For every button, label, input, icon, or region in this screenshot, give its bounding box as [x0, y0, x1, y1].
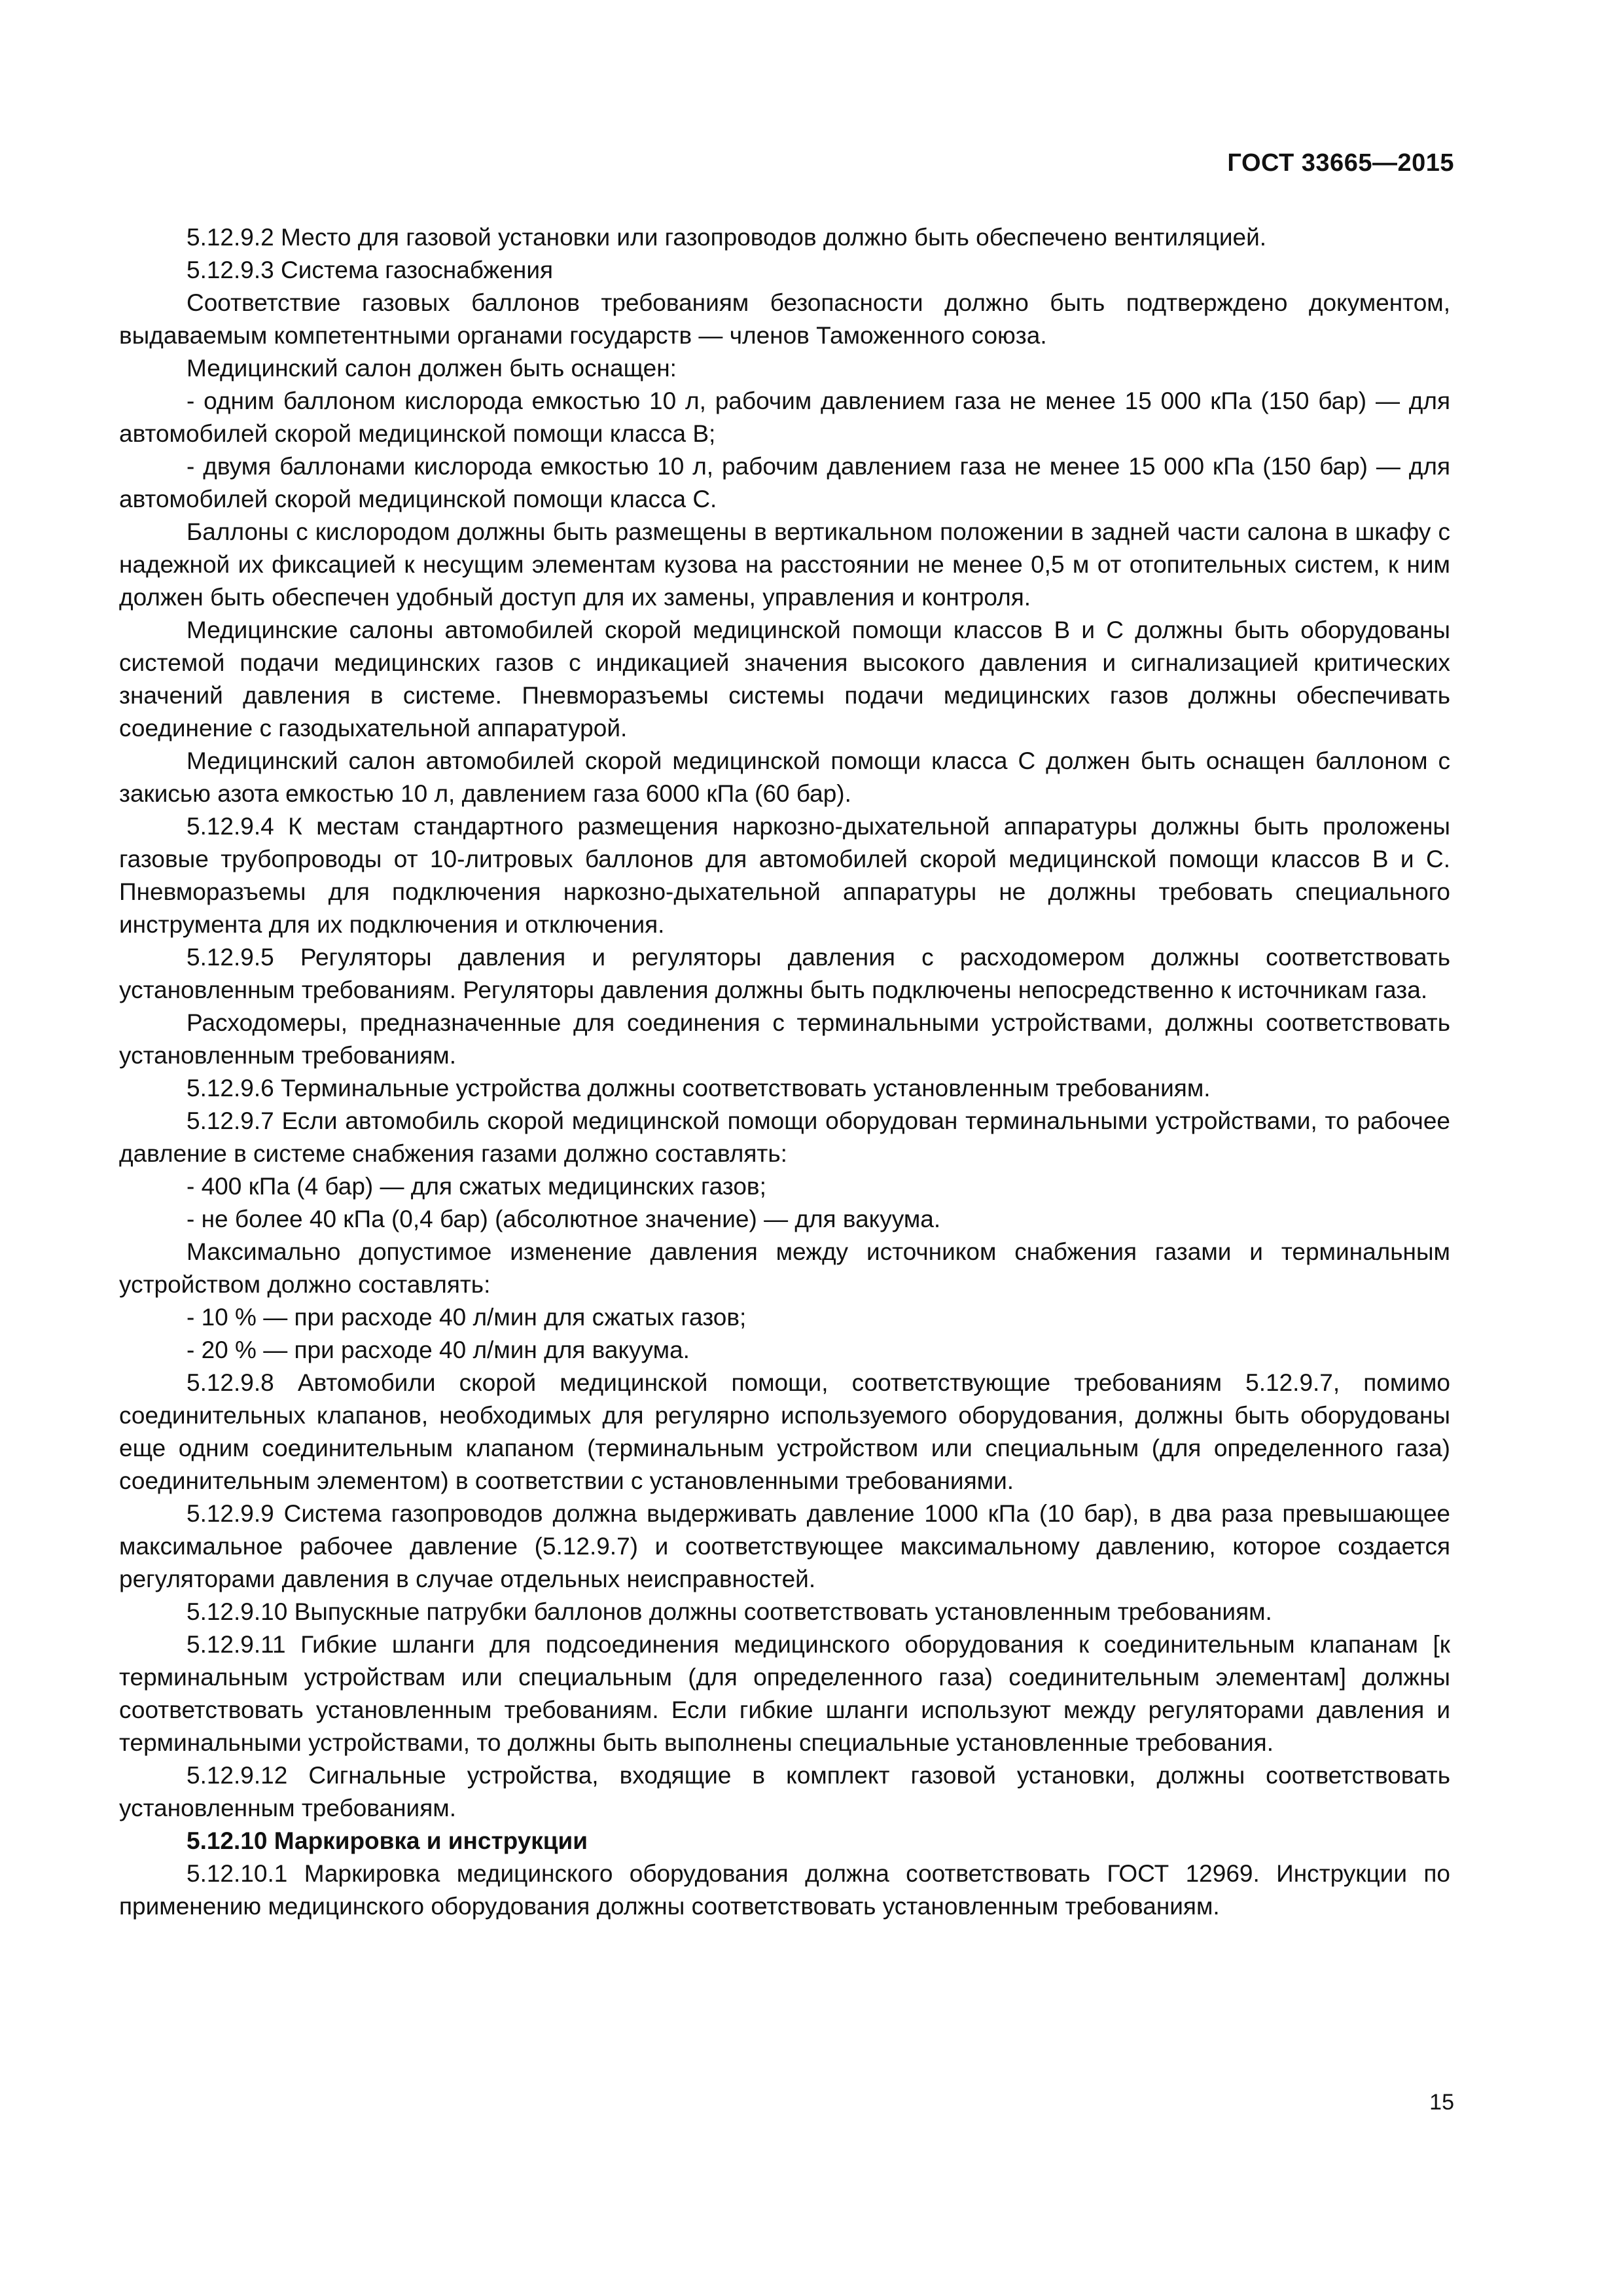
- paragraph: Соответствие газовых баллонов требованиям безопасности должно быть подтверждено документом, выдаваемым компетентными органами государств — членов Таможенного союза.: [119, 289, 1450, 349]
- paragraph: 5.12.9.2 Место для газовой установки или газопроводов должно быть обеспечено вентиляцией.: [187, 224, 1267, 251]
- page-number: 15: [1429, 2090, 1454, 2115]
- list-item: - 10 % — при расходе 40 л/мин для сжатых газов;: [187, 1304, 747, 1331]
- document-header-standard-id: ГОСТ 33665—2015: [1227, 149, 1454, 177]
- list-item: - 20 % — при расходе 40 л/мин для вакуума.: [187, 1336, 690, 1363]
- paragraph: 5.12.9.9 Система газопроводов должна выдерживать давление 1000 кПа (10 бар), в два раза превышающее максимальное рабочее давление (5.12.9.7) и соответствующее максимальному давлению, которое создается регуляторами давления в случае отдельных неисправностей.: [119, 1500, 1450, 1592]
- paragraph: 5.12.10.1 Маркировка медицинского оборудования должна соответствовать ГОСТ 12969. Инструкции по применению медицинского оборудования должны соответствовать установленным требованиям.: [119, 1860, 1450, 1920]
- paragraph: Медицинский салон должен быть оснащен:: [187, 355, 677, 382]
- list-item: - одним баллоном кислорода емкостью 10 л, рабочим давлением газа не менее 15 000 кПа (150 бар) — для автомобилей скорой медицинской помощи класса В;: [119, 387, 1450, 447]
- list-item: - двумя баллонами кислорода емкостью 10 л, рабочим давлением газа не менее 15 000 кПа (150 бар) — для автомобилей скорой медицинской помощи класса С.: [119, 453, 1450, 512]
- paragraph: Медицинские салоны автомобилей скорой медицинской помощи классов В и С должны быть оборудованы системой подачи медицинских газов с индикацией значения высокого давления и сигнализацией критических значений давления в системе. Пневморазъемы системы подачи медицинских газов должны обеспечивать соединение с газодыхательной аппаратурой.: [119, 617, 1450, 742]
- paragraph: 5.12.9.6 Терминальные устройства должны соответствовать установленным требованиям.: [187, 1075, 1211, 1102]
- paragraph: 5.12.9.4 К местам стандартного размещения наркозно-дыхательной аппаратуры должны быть проложены газовые трубопроводы от 10-литровых баллонов для автомобилей скорой медицинской помощи классов В и С. Пневморазъемы для подключения наркозно-дыхательной аппаратуры не должны требовать специального инструмента для их подключения и отключения.: [119, 813, 1450, 938]
- list-item: - не более 40 кПа (0,4 бар) (абсолютное значение) — для вакуума.: [187, 1206, 941, 1232]
- paragraph: 5.12.9.12 Сигнальные устройства, входящие в комплект газовой установки, должны соответствовать установленным требованиям.: [119, 1762, 1450, 1821]
- paragraph: 5.12.9.11 Гибкие шланги для подсоединения медицинского оборудования к соединительным клапанам [к терминальным устройствам или специальным (для определенного газа) соединительным элементам] должны соответствовать установленным требованиям. Если гибкие шланги используют между регуляторами давления и терминальными устройствами, то должны быть выполнены специальные установленные требования.: [119, 1631, 1450, 1756]
- paragraph: 5.12.9.8 Автомобили скорой медицинской помощи, соответствующие требованиям 5.12.9.7, помимо соединительных клапанов, необходимых для регулярно используемого оборудования, должны быть оборудованы еще одним соединительным клапаном (терминальным устройством или специальным (для определенного газа) соединительным элементом) в соответствии с установленными требованиями.: [119, 1369, 1450, 1494]
- paragraph: 5.12.9.7 Если автомобиль скорой медицинской помощи оборудован терминальными устройствами, то рабочее давление в системе снабжения газами должно составлять:: [119, 1107, 1450, 1167]
- paragraph: Максимально допустимое изменение давления между источником снабжения газами и терминальным устройством должно составлять:: [119, 1238, 1450, 1298]
- list-item: - 400 кПа (4 бар) — для сжатых медицинских газов;: [187, 1173, 766, 1200]
- paragraph: 5.12.9.3 Система газоснабжения: [187, 257, 554, 283]
- paragraph: Медицинский салон автомобилей скорой медицинской помощи класса С должен быть оснащен баллоном с закисью азота емкостью 10 л, давлением газа 6000 кПа (60 бар).: [119, 747, 1450, 807]
- paragraph: Расходомеры, предназначенные для соединения с терминальными устройствами, должны соответствовать установленным требованиям.: [119, 1009, 1450, 1069]
- paragraph: 5.12.9.5 Регуляторы давления и регуляторы давления с расходомером должны соответствовать установленным требованиям. Регуляторы давления должны быть подключены непосредственно к источникам газа.: [119, 944, 1450, 1003]
- document-body: [119, 221, 1450, 1923]
- paragraph: 5.12.9.10 Выпускные патрубки баллонов должны соответствовать установленным требованиям.: [187, 1598, 1272, 1625]
- paragraph: Баллоны с кислородом должны быть размещены в вертикальном положении в задней части салона в шкафу с надежной их фиксацией к несущим элементам кузова на расстоянии не менее 0,5 м от отопительных систем, к ним должен быть обеспечен удобный доступ для их замены, управления и контроля.: [119, 518, 1450, 611]
- section-heading: 5.12.10 Маркировка и инструкции: [187, 1827, 588, 1854]
